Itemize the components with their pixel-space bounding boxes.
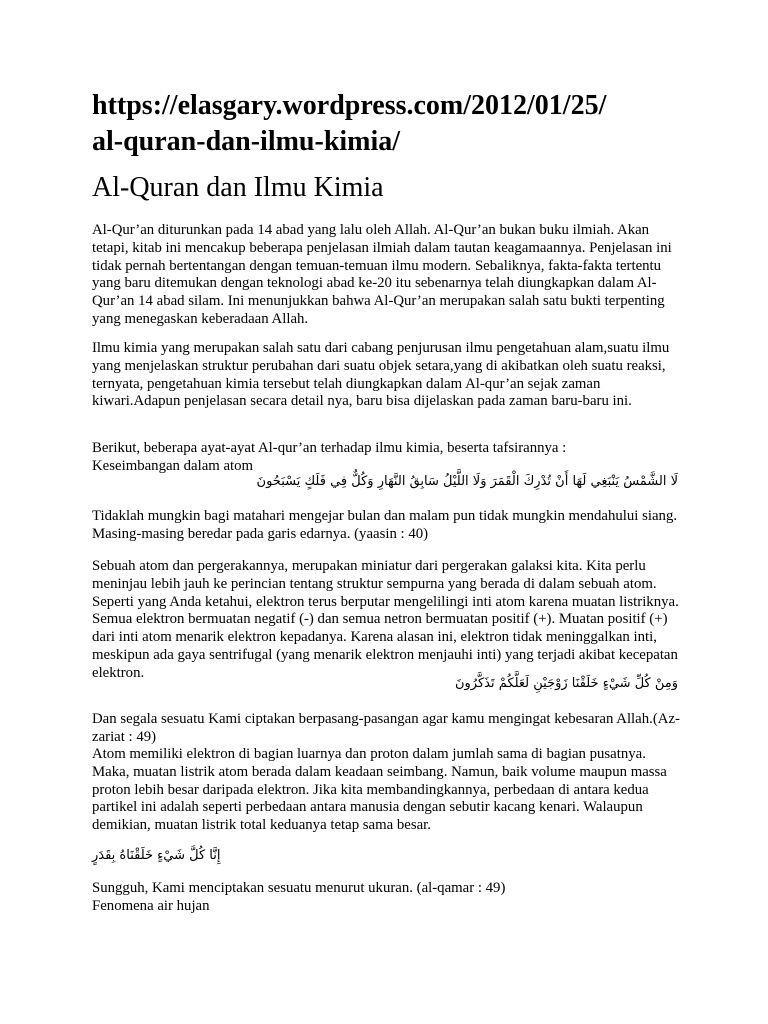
source-url-line2: al-quran-dan-ilmu-kimia/ [92, 126, 401, 157]
paragraph-verses-heading [92, 440, 682, 476]
paragraph-qamar-translation: Sungguh, Kami menciptakan sesuatu menurut ukuran. (al-qamar : 49) [92, 880, 506, 896]
paragraph-atom-charge: Atom memiliki elektron di bagian luarnya dan proton dalam jumlah sama di bagian pusatnya. Maka, muatan listrik atom berada dalam keadaan seimbang. Namun, baik volume maupun massa proton lebih besar daripada elektron. Jika kita membandingkannya, perbedaan di antara kedua partikel ini adalah seperti perbedaan antara manusia dengan sebutir kacang kenari. Walaupun demikian, muatan listrik total keduanya tetap sama besar. [92, 746, 667, 834]
paragraph-zariat-translation: Dan segala sesuatu Kami ciptakan berpasang-pasangan agar kamu mengingat kebesaran Allah.(Az-zariat : 49) [92, 711, 680, 745]
article-title: Al-Quran dan Ilmu Kimia [92, 172, 384, 203]
paragraph-atom-galaxy: Sebuah atom dan pergerakannya, merupakan miniatur dari pergerakan galaksi kita. Kita perlu meninjau lebih jauh ke perincian tentang struktur sempurna yang berada di dalam sebuah atom. Seperti yang Anda ketahui, elektron terus berputar mengelilingi inti atom karena muatan listriknya. Semua elektron bermuatan negatif (-) dan semua netron bermuatan positif (+). Muatan positif (+) dari inti atom menarik elektron kepadanya. Karena alasan ini, elektron tidak meninggalkan inti, meskipun ada gaya sentrifugal (yang menarik elektron menjauhi inti) yang terjadi akibat kecepatan elektron. [92, 558, 679, 681]
source-url[interactable] [92, 88, 692, 160]
arabic-verse-yaasin: لَا الشَّمْسُ يَنْبَغِي لَهَا أَنْ تُدْرِكَ الْقَمَرَ وَلَا اللَّيْلُ سَابِقُ النَّهَارِ وَكُلٌّ فِي فَلَكٍ يَسْبَحُونَ [256, 474, 678, 489]
arabic-verse-qamar: إِنَّا كُلَّ شَيْءٍ خَلَقْنَاهُ بِقَدَرٍ [92, 848, 221, 863]
paragraph-intro: Al-Qur’an diturunkan pada 14 abad yang lalu oleh Allah. Al-Qur’an bukan buku ilmiah. Akan tetapi, kitab ini mencakup beberapa penjelasan ilmiah dalam tautan keagamaannya. Penjelasan ini tidak pernah bertentangan dengan temuan-temuan ilmu modern. Sebaliknya, fakta-fakta tertentu yang baru ditemukan dengan teknologi abad ke-20 itu sebenarnya telah diungkapkan dalam Al-Qur’an 14 abad silam. Ini menunjukkan bahwa Al-Qur’an merupakan salah satu bukti terpenting yang menegaskan keberadaan Allah. [92, 222, 672, 327]
paragraph-chemistry: Ilmu kimia yang merupakan salah satu dari cabang penjurusan ilmu pengetahuan alam,suatu ilmu yang menjelaskan struktur perubahan dari suatu objek setara,yang di akibatkan oleh suatu reaksi, ternyata, pengetahuan kimia tersebut telah diungkapkan dalam Al-qur’an sejak zaman kiwari.Adapun penjelasan secara detail nya, baru bisa dijelaskan pada zaman baru-baru ini. [92, 340, 670, 410]
section-heading-rain: Fenomena air hujan [92, 898, 210, 914]
arabic-verse-zariat: وَمِنْ كُلِّ شَيْءٍ خَلَقْنَا زَوْجَيْنِ لَعَلَّكُمْ تَذَكَّرُونَ [454, 676, 678, 691]
source-url-line1: https://elasgary.wordpress.com/2012/01/25/ [92, 90, 607, 121]
paragraph-yaasin-translation: Tidaklah mungkin bagi matahari mengejar bulan dan malam pun tidak mungkin mendahului siang. Masing-masing beredar pada garis edarnya. (yaasin : 40) [92, 508, 678, 542]
section-heading-atom-balance: Keseimbangan dalam atom [92, 457, 254, 474]
verses-intro-line: Berikut, beberapa ayat-ayat Al-qur’an terhadap ilmu kimia, beserta tafsirannya : [92, 440, 567, 456]
